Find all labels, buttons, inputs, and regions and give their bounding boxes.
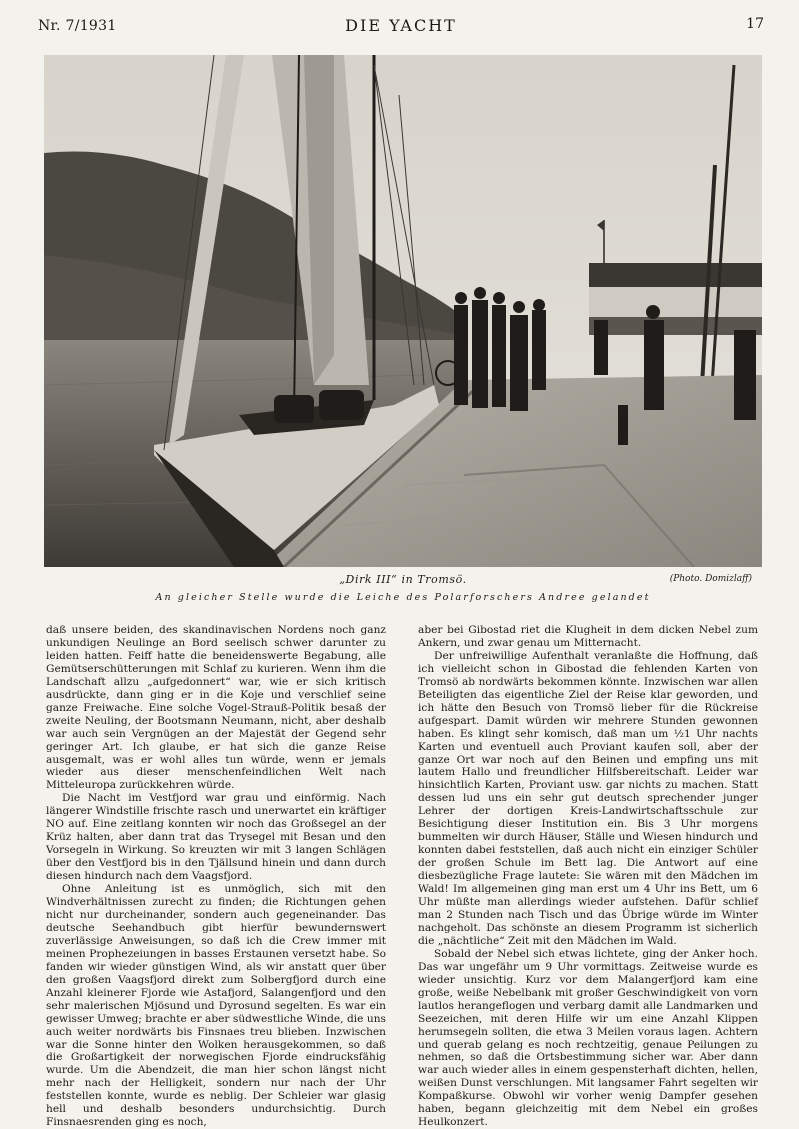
page-header [38, 14, 764, 44]
paragraph: aber bei Gibostad riet die Klugheit in dem dicken Nebel zum Ankern, und zwar genau um Mitternacht. [418, 624, 758, 649]
paragraph: Ohne Anleitung ist es unmöglich, sich mit den Windverhältnissen zurecht zu finden; die Richtungen gehen nicht nur durcheinander, sondern auch gegeneinander. Das deutsche Seehandbuch gibt hierfür bewundernswert zuverlässige Anweisungen, so daß ich die Crew immer mit meinen Prophezeiungen in basses Erstaunen versetzt habe. So fanden wir wieder günstigen Wind, als wir anstatt quer über den großen Vaagsfjord direkt zum Solbergfjord durch eine Anzahl kleinerer Fjorde wie Astafjord, Salangenfjord und den sehr malerischen Mjösund und Dyrosund segelten. Es war ein gewisser Umweg; brachte er aber südwestliche Winde, die uns auch weiter nordwärts bis Finsnaes treu blieben. Inzwischen war die Sonne hinter den Wolken herausgekommen, so daß die Großartigkeit der norwegischen Fjorde eindrucksfähig wurde. Um die Abendzeit, die man hier schon längst nicht mehr nach der Helligkeit, sondern nur nach der Uhr feststellen konnte, wurde es neblig. Der Schleier war glasig hell und deshalb besonders undurchsichtig. Durch Finsnaesrenden ging es noch, [46, 883, 386, 1129]
caption-title: „Dirk III“ in Tromsö. [339, 573, 467, 586]
harbor-photo [44, 55, 762, 567]
paragraph: daß unsere beiden, des skandinavischen Nordens noch ganz unkundigen Neulinge an Bord seelisch schwer darunter zu leiden hatten. Feiff hatte die beneidenswerte Begabung, alle Gemütserschütterungen mit Schlaf zu kurieren. Wenn ihm die Landschaft allzu „aufgedonnert“ war, wie er sich kritisch ausdrückte, dann ging er in die Koje und verschlief seine ganze Freiwache. Eine solche Vogel-Strauß-Politik besaß der zweite Neuling, der Bootsmann Neumann, nicht, aber deshalb war auch sein Vergnügen an der Majestät der Gegend sehr geringer Art. Ich glaube, er hat sich die ganze Reise ausgemalt, was er wohl alles tun würde, wenn er jemals wieder aus dieser menschenfeindlichen Welt nach Mitteleuropa zurückkehren würde. [46, 624, 386, 792]
issue-number: Nr. 7/1931 [38, 18, 117, 34]
photo-credit: (Photo. Domizlaff) [669, 574, 752, 584]
page-number: 17 [746, 16, 764, 32]
paragraph: Der unfreiwillige Aufenthalt veranlaßte die Hoffnung, daß ich vielleicht schon in Gibostad die fehlenden Karten von Tromsö ab nordwärts bekommen könnte. Inzwischen war allen Beteiligten das eigentliche Ziel der Reise klar geworden, und ich hätte den Besuch von Tromsö lieber für die Rückreise aufgespart. Damit würden wir mehrere Stunden gewonnen haben. Es klingt sehr komisch, daß man um ½1 Uhr nachts Karten und eventuell auch Proviant kaufen soll, aber der ganze Ort war noch auf den Beinen und empfing uns mit lautem Hallo und freundlicher Hilfsbereitschaft. Leider war hinsichtlich Karten, Proviant usw. gar nichts zu machen. Statt dessen lud uns ein sehr gut deutsch sprechender junger Lehrer der dortigen Kreis-Landwirtschaftsschule zur Besichtigung dieser Institution ein. Bis 3 Uhr morgens bummelten wir durch Häuser, Ställe und Wiesen hindurch und konnten dabei feststellen, daß auch nicht ein einziger Schüler der großen Schule im Bett lag. Die Antwort auf eine diesbezügliche Frage lautete: Sie wären mit den Mädchen im Wald! Im allgemeinen ging man erst um 4 Uhr ins Bett, um 6 Uhr müßte man allerdings wieder aufstehen. Dafür schlief man 2 Stunden nach Tisch und das Übrige würde im Winter nachgeholt. Das schönste an diesem Programm ist sicherlich die „nächtliche“ Zeit mit den Mädchen im Wald. [418, 649, 758, 947]
photo-caption [44, 573, 762, 613]
paragraph: Die Nacht im Vestfjord war grau und einförmig. Nach längerer Windstille frischte rasch und unerwartet ein kräftiger NO auf. Eine zeitlang konnten wir noch das Großsegel an der Krüz halten, aber dann trat das Trysegel mit Besan und den Vorsegeln in Wirkung. So kreuzten wir mit 3 langen Schlägen über den Vestfjord bis in den Tjällsund hinein und dann durch diesen hindurch nach dem Vaagsfjord. [46, 792, 386, 883]
paragraph: Sobald der Nebel sich etwas lichtete, ging der Anker hoch. Das war ungefähr um 9 Uhr vormittags. Zeitweise wurde es wieder unsichtig. Kurz vor dem Malangerfjord kam eine große, weiße Nebelbank mit großer Geschwindigkeit von vorn lautlos herangeflogen und verbarg damit alle Landmarken und Seezeichen, mit deren Hilfe wir um eine Anzahl Klippen herumsegeln sollten, die etwa 3 Meilen voraus lagen. Achtern und querab gelang es noch rechtzeitig, genaue Peilungen zu nehmen, so daß die Ortsbestimmung sicher war. Aber dann war auch wieder alles in einem gespensterhaft dichten, hellen, weißen Dunst verschlungen. Mit langsamer Fahrt segelten wir Kompaßkurse. Obwohl wir vorher wenig Dampfer gesehen haben, begann gleichzeitig mit dem Nebel ein großes Heulkonzert. [418, 947, 758, 1129]
caption-subtitle: An gleicher Stelle wurde die Leiche des Polarforschers Andree gelandet [155, 592, 651, 603]
magazine-title: DIE YACHT [345, 16, 457, 35]
article-column-left [46, 624, 386, 1129]
article-column-right [418, 624, 758, 1129]
